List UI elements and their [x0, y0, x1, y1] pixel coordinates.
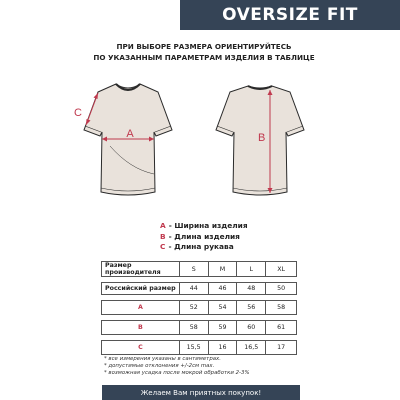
table-cell: 15,5	[179, 341, 208, 355]
legend-code: B	[160, 231, 166, 241]
table-param-cell: C	[102, 341, 180, 355]
measure-c-arrow-top	[94, 93, 99, 99]
table-cell: 44	[179, 283, 208, 295]
table-notes	[104, 356, 250, 378]
legend-item	[160, 221, 248, 232]
table-cell: 58	[179, 321, 208, 335]
table-cell: 59	[208, 321, 237, 335]
legend-code: A	[160, 221, 166, 230]
table-row-russian	[102, 283, 297, 295]
table-param-cell: A	[102, 301, 180, 315]
measure-c-label: C	[74, 107, 82, 119]
table-cell: 61	[266, 321, 297, 335]
table-cell: 60	[237, 321, 266, 335]
legend-code: C	[160, 242, 166, 251]
table-header-cell: XL	[266, 262, 297, 277]
table-cell: 50	[266, 283, 297, 295]
table-cell: 52	[179, 301, 208, 315]
tshirt-front	[74, 84, 172, 195]
legend-item	[160, 242, 248, 253]
tshirt-diagram	[70, 74, 330, 214]
size-instruction	[0, 41, 400, 63]
table-header-row	[102, 262, 297, 277]
table-header-cell: Размер производителя	[102, 262, 180, 277]
table-header-cell: M	[208, 262, 237, 277]
size-table	[101, 261, 297, 355]
table-cell: 46	[208, 283, 237, 295]
tshirt-back	[216, 86, 304, 195]
note-line: * возможная усадка после мокрой обработки 2-3%	[104, 370, 250, 377]
instruction-line-1: ПРИ ВЫБОРЕ РАЗМЕРА ОРИЕНТИРУЙТЕСЬ	[116, 42, 292, 51]
table-header-cell: L	[237, 262, 266, 277]
table-cell: 17	[266, 341, 297, 355]
note-line: * все измерения указаны в сантиметрах.	[104, 356, 221, 362]
page-title: OVERSIZE FIT	[222, 5, 358, 25]
table-row	[102, 301, 297, 315]
note-line: * допустимые отклонения +/-2см max.	[104, 363, 215, 370]
header-bar	[0, 0, 400, 30]
measurement-legend	[160, 221, 248, 253]
table-header-cell: S	[179, 262, 208, 277]
table-cell: 58	[266, 301, 297, 315]
legend-text: - Длина рукава	[168, 242, 234, 251]
table-row	[102, 321, 297, 335]
table-param-cell: B	[102, 321, 180, 335]
legend-text: - Длина изделия	[168, 231, 240, 241]
table-cell: 56	[237, 301, 266, 315]
instruction-line-2: ПО УКАЗАННЫМ ПАРАМЕТРАМ ИЗДЕЛИЯ В ТАБЛИЦЕ	[93, 53, 315, 62]
measure-a-label: A	[126, 128, 134, 140]
table-cell: 16,5	[237, 341, 266, 355]
footer-bar	[0, 385, 400, 400]
table-cell: Российский размер	[102, 283, 180, 295]
table-cell: 48	[237, 283, 266, 295]
legend-item	[160, 232, 248, 243]
legend-text: - Ширина изделия	[168, 221, 248, 230]
footer-message: Желаем Вам приятных покупок!	[102, 385, 300, 400]
table-cell: 16	[208, 341, 237, 355]
measure-b-label: B	[258, 132, 266, 144]
table-row	[102, 341, 297, 355]
table-cell: 54	[208, 301, 237, 315]
